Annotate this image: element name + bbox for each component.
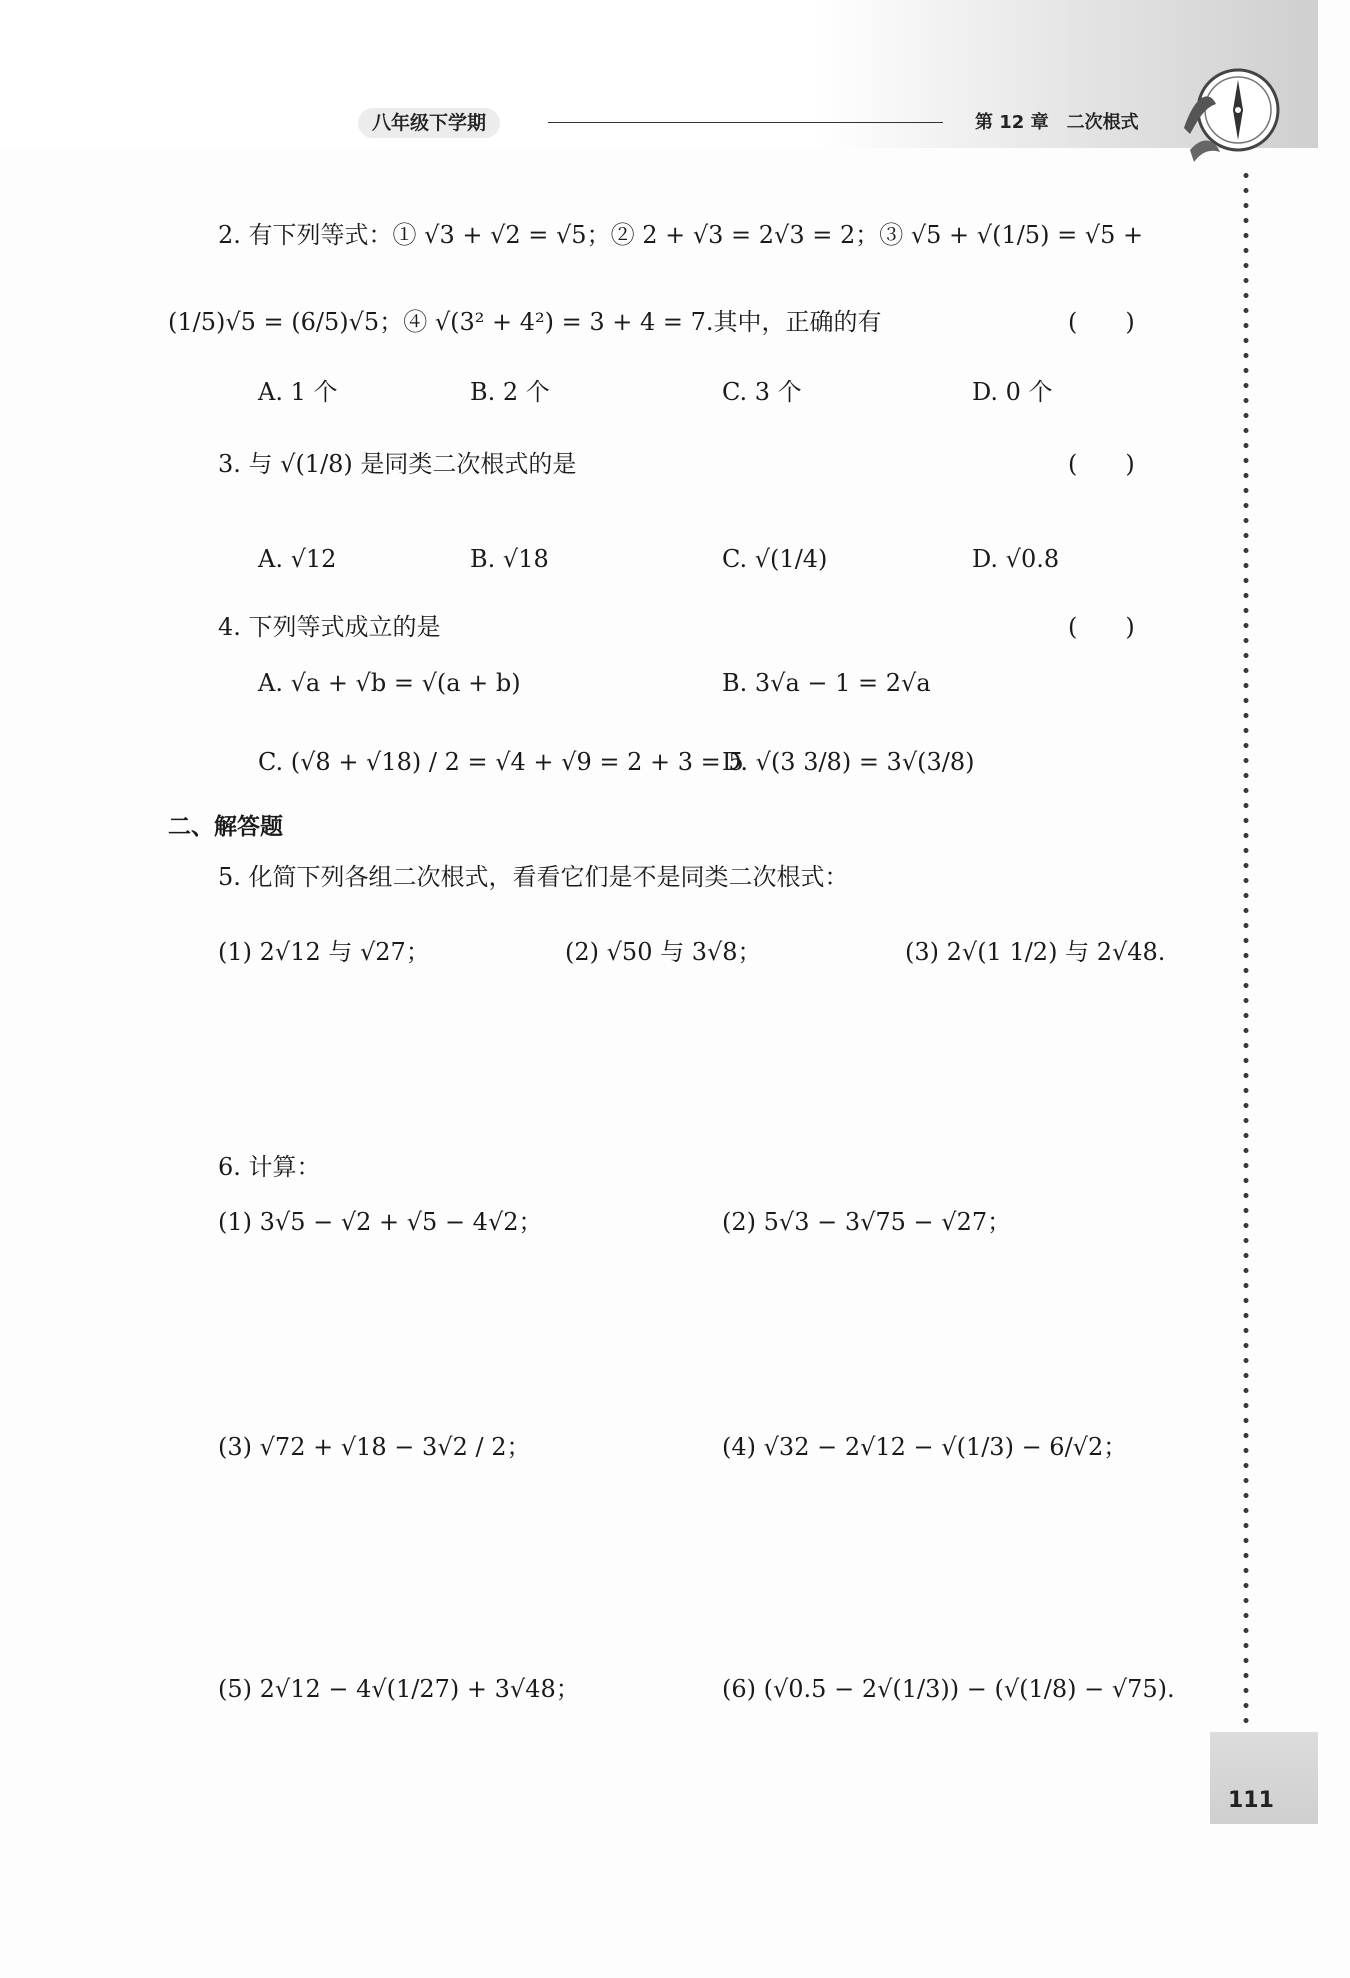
section-title: 二、解答题 [168,814,283,840]
q6-part-4: (4) √32 − 2√12 − √(1/3) − 6/√2； [722,1433,1128,1461]
q4-option-c: C. (√8 + √18) / 2 = √4 + √9 = 2 + 3 = 5 [258,748,744,776]
q2-option-c: C. 3 个 [722,378,802,406]
q2-line1: 2. 有下列等式：① √3 + √2 = √5；② 2 + √3 = 2√3 = 2；③ √5 + √(1/5) = √5 + [218,221,1144,249]
q6-part-1: (1) 3√5 − √2 + √5 − 4√2； [218,1208,543,1236]
q5-part-1: (1) 2√12 与 √27； [218,938,430,966]
q3-option-b: B. √18 [470,545,549,573]
compass-icon [1180,58,1290,168]
q6-part-5: (5) 2√12 − 4√(1/27) + 3√48； [218,1675,580,1703]
q5-part-2: (2) √50 与 3√8； [565,938,762,966]
q2-option-b: B. 2 个 [470,378,550,406]
q4-option-b: B. 3√a − 1 = 2√a [722,669,931,697]
chapter-label: 第 12 章 二次根式 [975,112,1139,133]
q2-answer-paren: ( ) [1068,308,1135,336]
header-rule [548,122,943,123]
q4-stem: 4. 下列等式成立的是 [218,613,441,641]
q4-option-d: D. √(3 3/8) = 3√(3/8) [722,748,975,776]
q3-option-a: A. √12 [258,545,337,573]
q4-option-a: A. √a + √b = √(a + b) [258,669,521,697]
q3-option-d: D. √0.8 [972,545,1060,573]
q4-answer-paren: ( ) [1068,613,1135,641]
q2-option-d: D. 0 个 [972,378,1053,406]
page-number: 111 [1228,1788,1274,1813]
q3-answer-paren: ( ) [1068,450,1135,478]
q2-option-a: A. 1 个 [258,378,338,406]
q3-stem: 3. 与 √(1/8) 是同类二次根式的是 [218,450,577,478]
q6-part-3: (3) √72 + √18 − 3√2 / 2； [218,1433,531,1461]
q3-option-c: C. √(1/4) [722,545,828,573]
grade-label: 八年级下学期 [358,108,500,138]
dotted-margin [1243,168,1249,1738]
q6-stem: 6. 计算： [218,1153,321,1181]
q6-part-6: (6) (√0.5 − 2√(1/3)) − (√(1/8) − √75). [722,1675,1175,1703]
q5-part-3: (3) 2√(1 1/2) 与 2√48. [905,938,1166,966]
q2-line2: (1/5)√5 = (6/5)√5；④ √(3² + 4²) = 3 + 4 = 7.其中，正确的有 [168,308,882,336]
q5-stem: 5. 化简下列各组二次根式，看看它们是不是同类二次根式： [218,863,849,891]
q6-part-2: (2) 5√3 − 3√75 − √27； [722,1208,1012,1236]
